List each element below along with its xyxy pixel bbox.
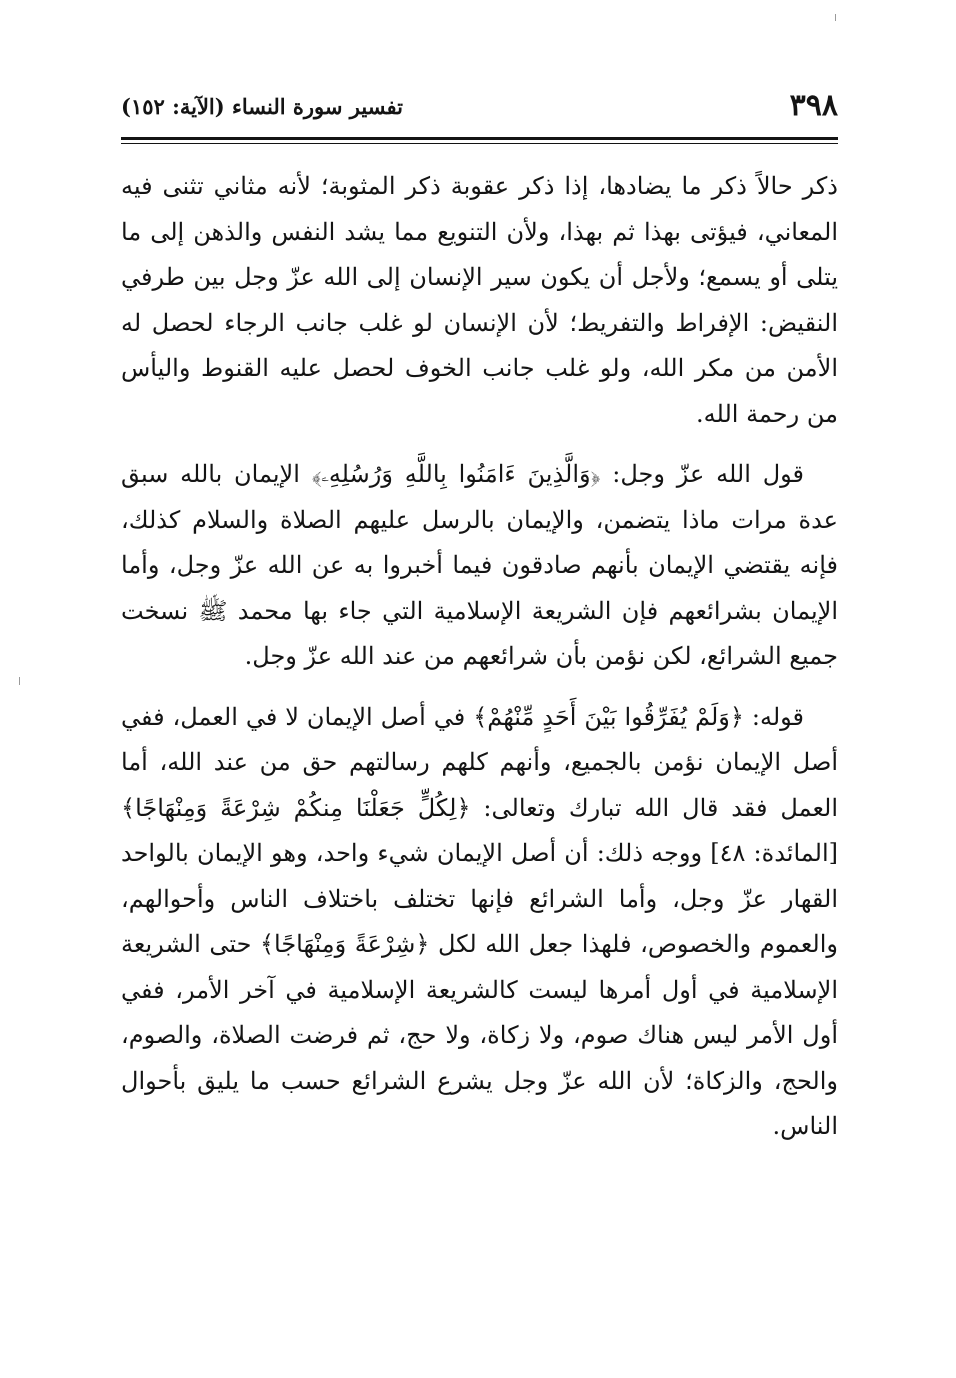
paragraph-text: الإيمان بالله سبق عدة مرات ماذا يتضمن، والإيمان بالرسل عليهم الصلاة والسلام كذلك، فإنه يقتضي الإيمان بأنهم صادقون فيما أخبروا به عن الله عزّ وجل، وأما الإيمان بشرائعهم فإن الشريعة الإسلامية التي جاء بها محمد ﷺ نسخت جميع الشرائع، لكن نؤمن بأن شرائعهم من عند الله عزّ وجل.: [121, 460, 838, 670]
header-rule-thin: [121, 143, 838, 144]
paragraph: [121, 164, 838, 437]
quran-verse: ﴿شِرْعَةً وَمِنْهَاجًا﴾: [259, 930, 430, 958]
paragraph-text: [المائدة: ٤٨] ووجه ذلك: أن أصل الإيمان شيء واحد، وهو الإيمان بالواحد القهار عزّ وجل، وأما الشرائع فإنها تختلف باختلاف الناس وأحوالهم، والعموم والخصوص، فلهذا جعل الله لكل: [121, 839, 838, 958]
crop-mark: [19, 677, 20, 685]
running-title: تفسير سورة النساء (الآية: ١٥٢): [121, 94, 403, 119]
paragraph-text: في أصل الإيمان لا في العمل، ففي أصل الإيمان نؤمن بالجميع، وأنهم كلهم رسالتهم حق من عند الله، أما العمل فقد قال الله تبارك وتعالى:: [121, 702, 838, 822]
paragraph: [121, 452, 838, 680]
paragraph: [121, 695, 838, 1150]
page-header: [121, 88, 838, 128]
crop-mark: [835, 14, 836, 21]
quran-verse: ﴿وَلَمْ يُفَرِّقُوا بَيْنَ أَحَدٍ مِّنْهُمْ﴾: [473, 702, 744, 731]
paragraph-text: ذكر حالاً ذكر ما يضادها، إذا ذكر عقوبة ذكر المثوبة؛ لأنه مثاني تثنى فيه المعاني، فيؤتى بهذا ثم بهذا، ولأن التنويع مما يشد النفس والذهن إلى ما يتلى أو يسمع؛ ولأجل أن يكون سير الإنسان إلى الله عزّ وجل بين طرفي النقيض: الإفراط والتفريط؛ لأن الإنسان لو غلب جانب الرجاء لحصل له الأمن من مكر الله، ولو غلب جانب الخوف لحصل عليه القنوط واليأس من رحمة الله.: [121, 172, 839, 428]
paragraph-text: حتى الشريعة الإسلامية في أول أمرها ليست كالشريعة الإسلامية في آخر الأمر، ففي أول الأمر ليس هناك صوم، ولا زكاة، ولا حج، ثم فرضت الصلاة، والصوم، والحج، والزكاة؛ لأن الله عزّ وجل يشرع الشرائع حسب ما يليق بأحوال الناس.: [121, 930, 839, 1140]
quran-verse: ﴿لِكُلٍّ جَعَلْنَا مِنكُمْ شِرْعَةً وَمِنْهَاجًا﴾: [121, 793, 471, 822]
paragraph-text: قول الله عزّ وجل:: [600, 460, 804, 488]
body-text: [121, 164, 838, 1150]
quran-verse: ﴿وَالَّذِينَ ءَامَنُوا بِاللَّهِ وَرُسُلِهِۦ﴾: [311, 460, 601, 488]
paragraph-text: قوله:: [743, 702, 805, 731]
page-number: ٣٩٨: [789, 88, 838, 123]
header-rule: [121, 137, 838, 140]
